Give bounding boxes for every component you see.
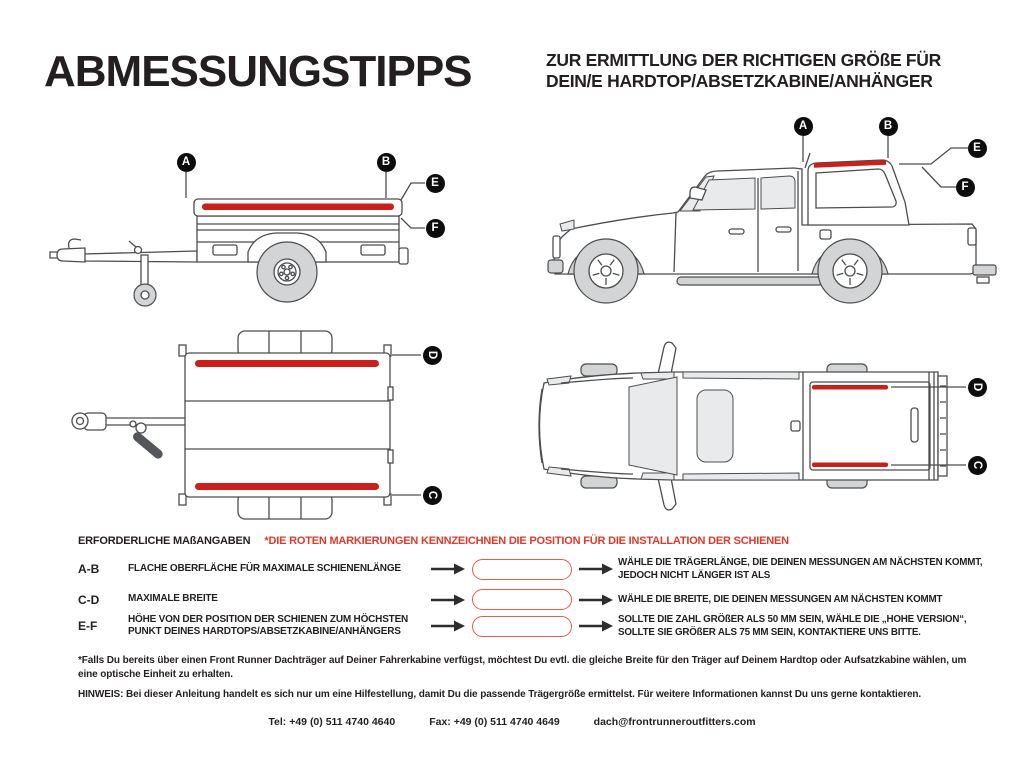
truck-side-point-e: E	[968, 139, 987, 158]
measurement-row-ab	[78, 556, 998, 582]
measurement-key: A-B	[78, 562, 100, 576]
contact-tel: Tel: +49 (0) 511 4740 4640	[268, 716, 396, 728]
measurement-instruction: WÄHLE DIE TRÄGERLÄNGE, DIE DEINEN MESSUNGEN AM NÄCHSTEN KOMMT, JEDOCH NICHT LÄNGER IST ALS	[618, 557, 983, 581]
measurement-value-box[interactable]	[470, 559, 574, 580]
trailer-side-point-e: E	[426, 174, 445, 193]
truck-side-point-b: B	[879, 117, 898, 136]
measurement-description: FLACHE OBERFLÄCHE FÜR MAXIMALE SCHIENENLÄNGE	[128, 562, 401, 574]
contact-bar	[0, 716, 1024, 728]
measurement-instruction: SOLLTE DIE ZAHL GRÖßER ALS 50 MM SEIN, WÄHLE DIE „HOHE VERSION“, SOLLTE SIE GRÖßER ALS 75 MM SEIN, KONTAKTIERE UNS BITTE.	[618, 614, 967, 638]
arrow-right-icon	[430, 594, 466, 606]
measurement-row-ef	[78, 613, 998, 639]
trailer-side-drawing	[45, 130, 465, 320]
measurement-instruction: WÄHLE DIE BREITE, DIE DEINEN MESSUNGEN AM NÄCHSTEN KOMMT	[618, 594, 943, 605]
page-subtitle	[546, 50, 941, 91]
truck-side-point-f: F	[956, 178, 975, 197]
subtitle-line-1: ZUR ERMITTLUNG DER RICHTIGEN GRÖßE FÜR	[546, 50, 941, 70]
footnote: *Falls Du bereits über einen Front Runner Dachträger auf Deiner Fahrerkabine verfügst, möchtest Du evtl. die gleiche Breite für den Träger auf Deinem Hardtop oder Aufsatzkabine wählen, um eine optische Einheit zu erhalten.	[78, 655, 967, 680]
arrow-right-icon	[430, 563, 466, 575]
truck-top-point-c: C	[968, 456, 987, 475]
truck-top-drawing	[525, 330, 1005, 530]
truck-top-point-d: D	[968, 378, 987, 397]
truck-side-point-a: A	[794, 117, 813, 136]
figure-trailer-top-view	[40, 325, 460, 525]
page-title: ABMESSUNGSTIPPS	[44, 47, 472, 96]
arrow-right-icon	[578, 563, 614, 575]
figure-truck-top-view	[525, 330, 1005, 530]
figure-truck-side-view	[525, 108, 1005, 308]
figure-trailer-side-view	[45, 130, 465, 320]
measurement-value-box[interactable]	[470, 616, 574, 637]
measurement-description: HÖHE VON DER POSITION DER SCHIENEN ZUM HÖCHSTEN PUNKT DEINES HARDTOPS/ABSETZKABINE/ANHÄNGERS	[128, 613, 409, 637]
trailer-side-point-f: F	[426, 219, 445, 238]
measurement-description: MAXIMALE BREITE	[128, 593, 218, 605]
red-markings-note: *DIE ROTEN MARKIERUNGEN KENNZEICHNEN DIE POSITION FÜR DIE INSTALLATION DER SCHIENEN	[264, 535, 789, 547]
trailer-top-point-c: C	[423, 486, 442, 505]
subtitle-line-2: DEIN/E HARDTOP/ABSETZKABINE/ANHÄNGER	[546, 70, 933, 91]
arrow-right-icon	[578, 620, 614, 632]
requirements-heading-row	[78, 535, 789, 547]
arrow-right-icon	[578, 594, 614, 606]
truck-side-drawing	[525, 108, 1005, 308]
hinweis-note: HINWEIS: Bei dieser Anleitung handelt es sich nur um eine Hilfestellung, damit Du die passende Trägergröße ermittelst. Für weitere Informationen kannst Du uns gerne kontaktieren.	[78, 689, 922, 700]
trailer-side-point-a: A	[177, 153, 196, 172]
contact-email-link[interactable]: dach@frontrunneroutfitters.com	[593, 716, 756, 728]
requirements-heading: ERFORDERLICHE MAßANGABEN	[78, 535, 251, 547]
trailer-top-drawing	[40, 325, 460, 525]
measurement-key: C-D	[78, 592, 100, 607]
trailer-top-point-d: D	[423, 346, 442, 365]
measurement-key: E-F	[78, 619, 98, 633]
arrow-right-icon	[430, 620, 466, 632]
contact-fax: Fax: +49 (0) 511 4740 4649	[429, 716, 560, 728]
trailer-side-point-b: B	[377, 153, 396, 172]
measurement-value-box[interactable]	[470, 589, 574, 610]
measurement-row-cd	[78, 589, 998, 610]
